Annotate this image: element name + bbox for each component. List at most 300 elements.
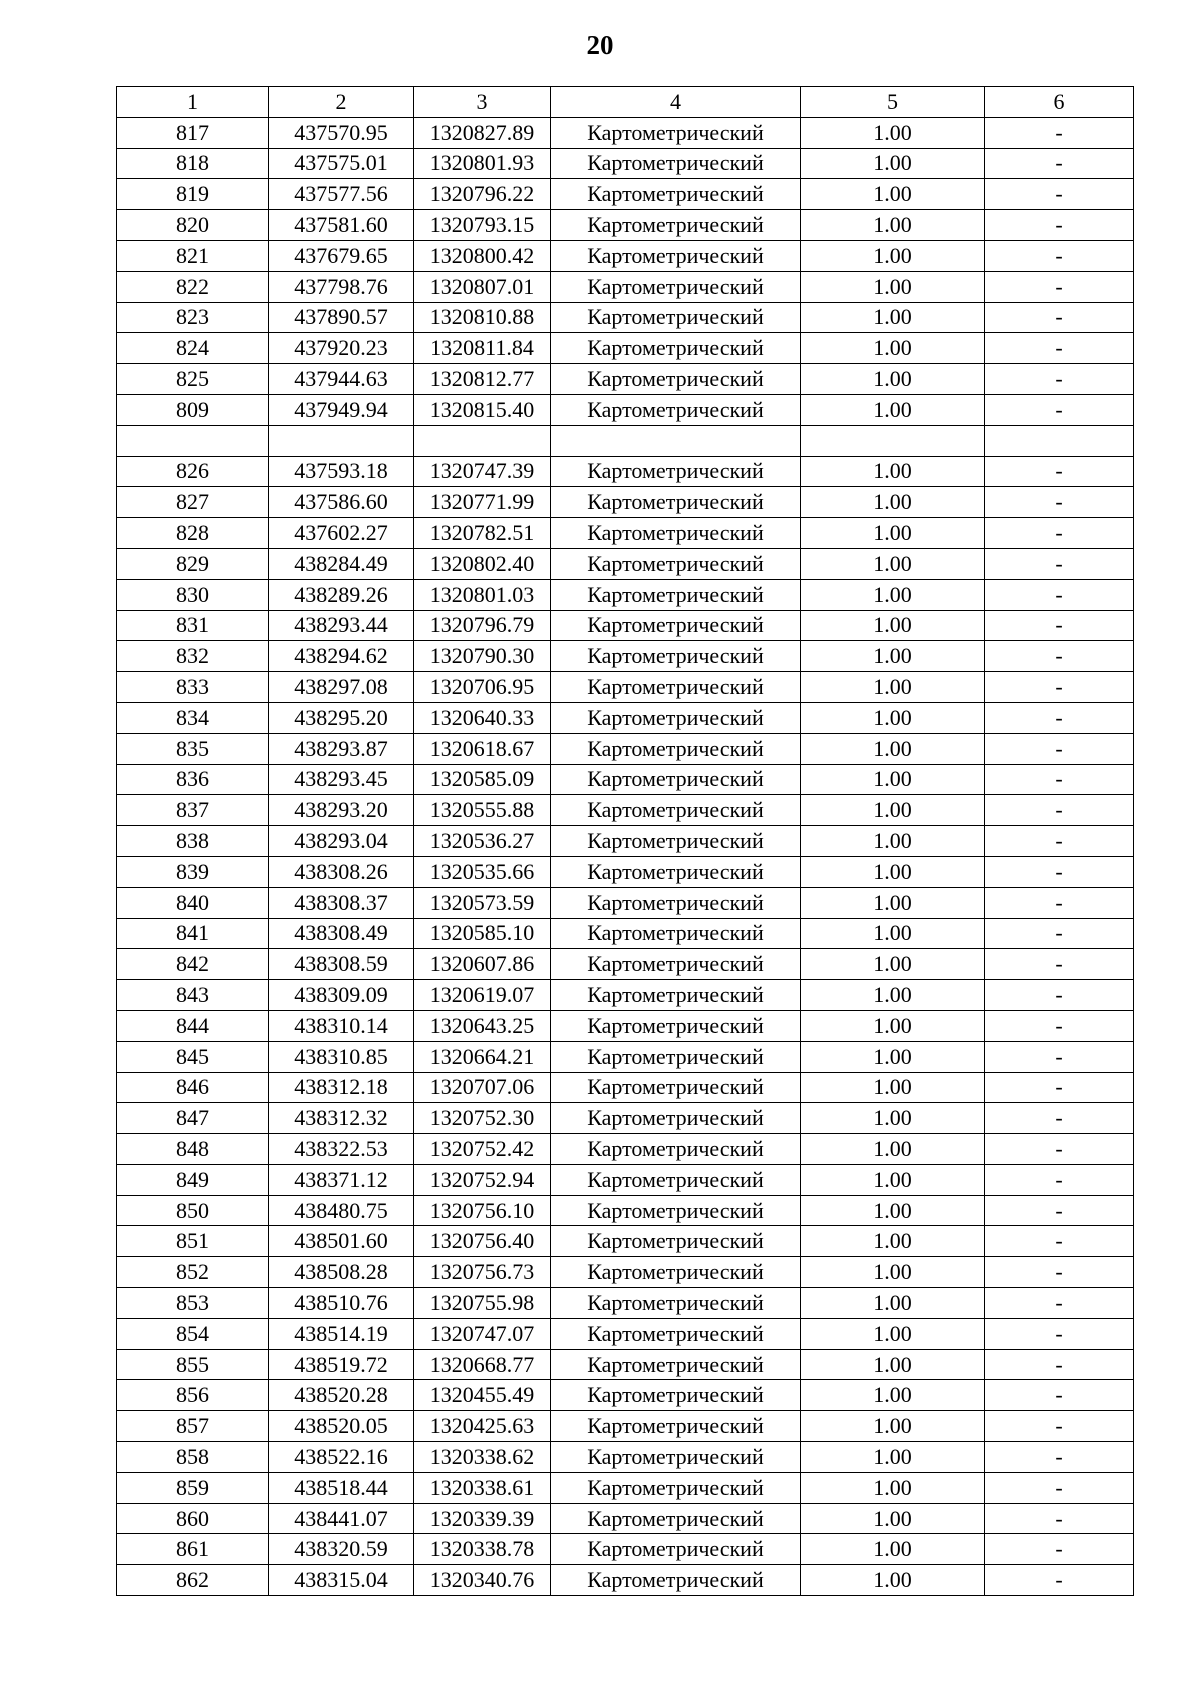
accuracy-cell: 1.00 [801,641,985,672]
description-cell: - [985,1503,1134,1534]
y-coordinate-cell: 1320800.42 [414,240,551,271]
description-cell: - [985,887,1134,918]
accuracy-cell: 1.00 [801,1565,985,1596]
method-cell: Картометрический [551,1195,801,1226]
point-number-cell: 847 [117,1103,269,1134]
y-coordinate-cell: 1320752.30 [414,1103,551,1134]
point-number-cell: 843 [117,980,269,1011]
point-number-cell: 839 [117,856,269,887]
x-coordinate-cell: 438322.53 [269,1134,414,1165]
point-number-cell: 856 [117,1380,269,1411]
table-row [117,1503,1134,1534]
y-coordinate-cell: 1320455.49 [414,1380,551,1411]
y-coordinate-cell: 1320668.77 [414,1349,551,1380]
y-coordinate-cell: 1320796.22 [414,179,551,210]
table-row [117,980,1134,1011]
method-cell: Картометрический [551,1164,801,1195]
table-row [117,733,1134,764]
accuracy-cell: 1.00 [801,394,985,425]
accuracy-cell: 1.00 [801,1226,985,1257]
accuracy-cell: 1.00 [801,702,985,733]
accuracy-cell: 1.00 [801,980,985,1011]
description-cell: - [985,302,1134,333]
point-number-cell: 850 [117,1195,269,1226]
method-cell: Картометрический [551,887,801,918]
y-coordinate-cell: 1320555.88 [414,795,551,826]
description-cell: - [985,579,1134,610]
description-cell: - [985,795,1134,826]
table-row [117,210,1134,241]
table-row [117,1134,1134,1165]
column-header: 3 [414,87,551,118]
x-coordinate-cell: 438295.20 [269,702,414,733]
x-coordinate-cell: 438297.08 [269,672,414,703]
x-coordinate-cell [269,425,414,456]
x-coordinate-cell: 438480.75 [269,1195,414,1226]
point-number-cell: 834 [117,702,269,733]
column-header: 4 [551,87,801,118]
table-row [117,795,1134,826]
table-row [117,1288,1134,1319]
accuracy-cell: 1.00 [801,610,985,641]
y-coordinate-cell: 1320607.86 [414,949,551,980]
y-coordinate-cell [414,425,551,456]
accuracy-cell: 1.00 [801,1380,985,1411]
y-coordinate-cell: 1320536.27 [414,826,551,857]
accuracy-cell: 1.00 [801,1442,985,1473]
method-cell: Картометрический [551,1565,801,1596]
method-cell: Картометрический [551,1226,801,1257]
accuracy-cell: 1.00 [801,518,985,549]
point-number-cell: 821 [117,240,269,271]
x-coordinate-cell: 438371.12 [269,1164,414,1195]
method-cell: Картометрический [551,364,801,395]
point-number-cell: 840 [117,887,269,918]
y-coordinate-cell: 1320807.01 [414,271,551,302]
y-coordinate-cell: 1320664.21 [414,1041,551,1072]
table-row [117,1565,1134,1596]
x-coordinate-cell: 438308.59 [269,949,414,980]
y-coordinate-cell: 1320771.99 [414,487,551,518]
y-coordinate-cell: 1320747.07 [414,1318,551,1349]
table-row [117,117,1134,148]
point-number-cell: 854 [117,1318,269,1349]
point-number-cell: 849 [117,1164,269,1195]
description-cell: - [985,826,1134,857]
y-coordinate-cell: 1320756.10 [414,1195,551,1226]
x-coordinate-cell: 438293.20 [269,795,414,826]
accuracy-cell: 1.00 [801,1195,985,1226]
table-row [117,918,1134,949]
accuracy-cell: 1.00 [801,733,985,764]
description-cell: - [985,1195,1134,1226]
accuracy-cell: 1.00 [801,1041,985,1072]
accuracy-cell: 1.00 [801,364,985,395]
description-cell: - [985,179,1134,210]
x-coordinate-cell: 437577.56 [269,179,414,210]
y-coordinate-cell: 1320338.61 [414,1472,551,1503]
x-coordinate-cell: 438293.04 [269,826,414,857]
table-row [117,271,1134,302]
description-cell: - [985,1380,1134,1411]
x-coordinate-cell: 438284.49 [269,548,414,579]
accuracy-cell: 1.00 [801,179,985,210]
point-number-cell [117,425,269,456]
accuracy-cell: 1.00 [801,795,985,826]
method-cell: Картометрический [551,333,801,364]
description-cell: - [985,1288,1134,1319]
point-number-cell: 809 [117,394,269,425]
method-cell: Картометрический [551,1349,801,1380]
x-coordinate-cell: 438308.37 [269,887,414,918]
method-cell [551,425,801,456]
accuracy-cell: 1.00 [801,117,985,148]
y-coordinate-cell: 1320339.39 [414,1503,551,1534]
point-number-cell: 827 [117,487,269,518]
description-cell: - [985,918,1134,949]
point-number-cell: 826 [117,456,269,487]
method-cell: Картометрический [551,1472,801,1503]
method-cell: Картометрический [551,826,801,857]
x-coordinate-cell: 437575.01 [269,148,414,179]
accuracy-cell: 1.00 [801,887,985,918]
method-cell: Картометрический [551,980,801,1011]
x-coordinate-cell: 438520.05 [269,1411,414,1442]
point-number-cell: 820 [117,210,269,241]
table-row [117,148,1134,179]
method-cell: Картометрический [551,148,801,179]
point-number-cell: 835 [117,733,269,764]
x-coordinate-cell: 438519.72 [269,1349,414,1380]
x-coordinate-cell: 438510.76 [269,1288,414,1319]
point-number-cell: 855 [117,1349,269,1380]
method-cell: Картометрический [551,1534,801,1565]
point-number-cell: 844 [117,1010,269,1041]
page-number: 20 [586,30,614,60]
accuracy-cell: 1.00 [801,1472,985,1503]
description-cell: - [985,1226,1134,1257]
y-coordinate-cell: 1320827.89 [414,117,551,148]
y-coordinate-cell: 1320618.67 [414,733,551,764]
x-coordinate-cell: 437581.60 [269,210,414,241]
accuracy-cell: 1.00 [801,210,985,241]
table-row [117,1257,1134,1288]
table-header-row [117,87,1134,118]
x-coordinate-cell: 437570.95 [269,117,414,148]
accuracy-cell: 1.00 [801,302,985,333]
x-coordinate-cell: 438293.45 [269,764,414,795]
description-cell: - [985,1349,1134,1380]
point-number-cell: 822 [117,271,269,302]
x-coordinate-cell: 437798.76 [269,271,414,302]
description-cell: - [985,980,1134,1011]
method-cell: Картометрический [551,733,801,764]
y-coordinate-cell: 1320640.33 [414,702,551,733]
description-cell: - [985,764,1134,795]
table-row [117,518,1134,549]
accuracy-cell: 1.00 [801,240,985,271]
x-coordinate-cell: 437679.65 [269,240,414,271]
method-cell: Картометрический [551,487,801,518]
accuracy-cell: 1.00 [801,1072,985,1103]
x-coordinate-cell: 437890.57 [269,302,414,333]
method-cell: Картометрический [551,548,801,579]
method-cell: Картометрический [551,1411,801,1442]
table-row [117,1041,1134,1072]
description-cell: - [985,733,1134,764]
point-number-cell: 818 [117,148,269,179]
table-row [117,579,1134,610]
table-row [117,949,1134,980]
accuracy-cell: 1.00 [801,856,985,887]
accuracy-cell: 1.00 [801,1318,985,1349]
description-cell [985,425,1134,456]
method-cell: Картометрический [551,518,801,549]
x-coordinate-cell: 437602.27 [269,518,414,549]
accuracy-cell: 1.00 [801,1288,985,1319]
x-coordinate-cell: 438315.04 [269,1565,414,1596]
method-cell: Картометрический [551,641,801,672]
coordinates-table [116,86,1134,1596]
accuracy-cell: 1.00 [801,949,985,980]
point-number-cell: 861 [117,1534,269,1565]
x-coordinate-cell: 438293.44 [269,610,414,641]
table-row [117,456,1134,487]
description-cell: - [985,548,1134,579]
accuracy-cell: 1.00 [801,1534,985,1565]
y-coordinate-cell: 1320585.09 [414,764,551,795]
table-row [117,856,1134,887]
description-cell: - [985,1010,1134,1041]
table-row [117,826,1134,857]
x-coordinate-cell: 438522.16 [269,1442,414,1473]
description-cell: - [985,949,1134,980]
point-number-cell: 829 [117,548,269,579]
method-cell: Картометрический [551,918,801,949]
x-coordinate-cell: 438312.32 [269,1103,414,1134]
table-row [117,333,1134,364]
y-coordinate-cell: 1320338.62 [414,1442,551,1473]
table-row [117,1411,1134,1442]
y-coordinate-cell: 1320811.84 [414,333,551,364]
accuracy-cell [801,425,985,456]
method-cell: Картометрический [551,672,801,703]
method-cell: Картометрический [551,1288,801,1319]
method-cell: Картометрический [551,610,801,641]
description-cell: - [985,610,1134,641]
point-number-cell: 817 [117,117,269,148]
description-cell: - [985,518,1134,549]
table-row [117,1472,1134,1503]
y-coordinate-cell: 1320535.66 [414,856,551,887]
method-cell: Картометрический [551,949,801,980]
description-cell: - [985,1041,1134,1072]
point-number-cell: 837 [117,795,269,826]
x-coordinate-cell: 437593.18 [269,456,414,487]
x-coordinate-cell: 437949.94 [269,394,414,425]
point-number-cell: 836 [117,764,269,795]
description-cell: - [985,117,1134,148]
table-row [117,1442,1134,1473]
y-coordinate-cell: 1320796.79 [414,610,551,641]
description-cell: - [985,1318,1134,1349]
x-coordinate-cell: 438320.59 [269,1534,414,1565]
table-row [117,641,1134,672]
table-row [117,179,1134,210]
description-cell: - [985,364,1134,395]
y-coordinate-cell: 1320802.40 [414,548,551,579]
description-cell: - [985,1072,1134,1103]
y-coordinate-cell: 1320801.03 [414,579,551,610]
point-number-cell: 858 [117,1442,269,1473]
accuracy-cell: 1.00 [801,1503,985,1534]
accuracy-cell: 1.00 [801,579,985,610]
table-row [117,1164,1134,1195]
method-cell: Картометрический [551,394,801,425]
table-row [117,394,1134,425]
table-row [117,1103,1134,1134]
y-coordinate-cell: 1320755.98 [414,1288,551,1319]
table-row [117,548,1134,579]
accuracy-cell: 1.00 [801,1411,985,1442]
accuracy-cell: 1.00 [801,826,985,857]
method-cell: Картометрический [551,1380,801,1411]
point-number-cell: 859 [117,1472,269,1503]
method-cell: Картометрический [551,1134,801,1165]
x-coordinate-cell: 438289.26 [269,579,414,610]
x-coordinate-cell: 438310.14 [269,1010,414,1041]
method-cell: Картометрический [551,1103,801,1134]
description-cell: - [985,856,1134,887]
table-row [117,364,1134,395]
y-coordinate-cell: 1320340.76 [414,1565,551,1596]
point-number-cell: 846 [117,1072,269,1103]
accuracy-cell: 1.00 [801,1134,985,1165]
table-row [117,764,1134,795]
description-cell: - [985,210,1134,241]
method-cell: Картометрический [551,1318,801,1349]
description-cell: - [985,1565,1134,1596]
point-number-cell: 830 [117,579,269,610]
accuracy-cell: 1.00 [801,1103,985,1134]
x-coordinate-cell: 437920.23 [269,333,414,364]
description-cell: - [985,487,1134,518]
x-coordinate-cell: 438312.18 [269,1072,414,1103]
point-number-cell: 831 [117,610,269,641]
description-cell: - [985,1534,1134,1565]
description-cell: - [985,1257,1134,1288]
method-cell: Картометрический [551,456,801,487]
point-number-cell: 848 [117,1134,269,1165]
point-number-cell: 862 [117,1565,269,1596]
x-coordinate-cell: 438508.28 [269,1257,414,1288]
method-cell: Картометрический [551,302,801,333]
column-header: 6 [985,87,1134,118]
x-coordinate-cell: 438441.07 [269,1503,414,1534]
y-coordinate-cell: 1320752.42 [414,1134,551,1165]
point-number-cell: 852 [117,1257,269,1288]
y-coordinate-cell: 1320815.40 [414,394,551,425]
y-coordinate-cell: 1320782.51 [414,518,551,549]
x-coordinate-cell: 437944.63 [269,364,414,395]
method-cell: Картометрический [551,1503,801,1534]
y-coordinate-cell: 1320756.73 [414,1257,551,1288]
point-number-cell: 842 [117,949,269,980]
description-cell: - [985,271,1134,302]
point-number-cell: 823 [117,302,269,333]
table-row [117,487,1134,518]
method-cell: Картометрический [551,579,801,610]
y-coordinate-cell: 1320801.93 [414,148,551,179]
y-coordinate-cell: 1320756.40 [414,1226,551,1257]
y-coordinate-cell: 1320425.63 [414,1411,551,1442]
table-row [117,1349,1134,1380]
description-cell: - [985,240,1134,271]
y-coordinate-cell: 1320752.94 [414,1164,551,1195]
table-row [117,1195,1134,1226]
column-header: 5 [801,87,985,118]
y-coordinate-cell: 1320790.30 [414,641,551,672]
method-cell: Картометрический [551,1442,801,1473]
y-coordinate-cell: 1320793.15 [414,210,551,241]
y-coordinate-cell: 1320643.25 [414,1010,551,1041]
accuracy-cell: 1.00 [801,1010,985,1041]
accuracy-cell: 1.00 [801,764,985,795]
x-coordinate-cell: 438310.85 [269,1041,414,1072]
point-number-cell: 853 [117,1288,269,1319]
y-coordinate-cell: 1320573.59 [414,887,551,918]
accuracy-cell: 1.00 [801,918,985,949]
column-header: 1 [117,87,269,118]
y-coordinate-cell: 1320585.10 [414,918,551,949]
x-coordinate-cell: 438294.62 [269,641,414,672]
y-coordinate-cell: 1320706.95 [414,672,551,703]
description-cell: - [985,394,1134,425]
y-coordinate-cell: 1320810.88 [414,302,551,333]
y-coordinate-cell: 1320338.78 [414,1534,551,1565]
description-cell: - [985,1103,1134,1134]
x-coordinate-cell: 438520.28 [269,1380,414,1411]
coordinates-table-body [117,87,1134,1596]
point-number-cell: 851 [117,1226,269,1257]
description-cell: - [985,702,1134,733]
accuracy-cell: 1.00 [801,148,985,179]
point-number-cell: 860 [117,1503,269,1534]
point-number-cell: 825 [117,364,269,395]
y-coordinate-cell: 1320619.07 [414,980,551,1011]
method-cell: Картометрический [551,856,801,887]
method-cell: Картометрический [551,702,801,733]
method-cell: Картометрический [551,1041,801,1072]
table-row [117,240,1134,271]
method-cell: Картометрический [551,795,801,826]
table-row [117,1226,1134,1257]
accuracy-cell: 1.00 [801,672,985,703]
x-coordinate-cell: 438308.26 [269,856,414,887]
description-cell: - [985,672,1134,703]
accuracy-cell: 1.00 [801,1164,985,1195]
accuracy-cell: 1.00 [801,1257,985,1288]
method-cell: Картометрический [551,271,801,302]
description-cell: - [985,456,1134,487]
x-coordinate-cell: 438308.49 [269,918,414,949]
x-coordinate-cell: 438501.60 [269,1226,414,1257]
description-cell: - [985,148,1134,179]
point-number-cell: 845 [117,1041,269,1072]
description-cell: - [985,1134,1134,1165]
table-row [117,1318,1134,1349]
table-row [117,610,1134,641]
